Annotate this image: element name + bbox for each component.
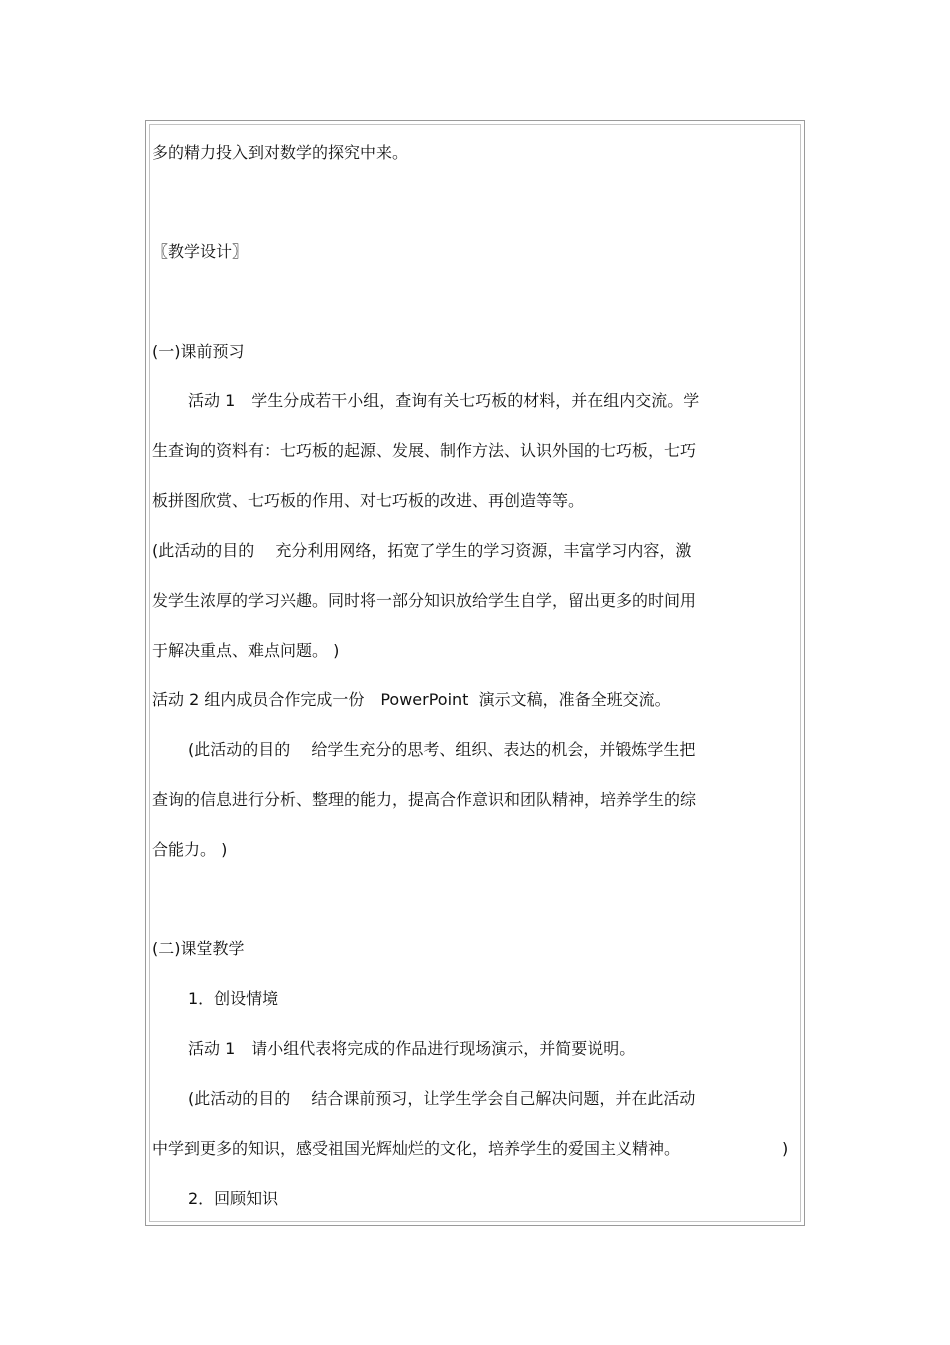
section-heading-classroom: (二)课堂教学	[152, 939, 245, 958]
text-line-12: 查询的信息进行分析、整理的能力，提高合作意识和团队精神，培养学生的综	[152, 790, 697, 809]
text-line-purpose2: (此活动的目的 给学生充分的思考、组织、表达的机会，并锻炼学生把	[188, 740, 696, 759]
text-line-1: 多的精力投入到对数学的探究中来。	[152, 143, 409, 162]
text-line-purpose1: (此活动的目的 充分利用网络，拓宽了学生的学习资源，丰富学习内容，激	[152, 541, 692, 560]
subheading-scenario: 1．创设情境	[188, 989, 279, 1008]
subheading-review: 2．回顾知识	[188, 1189, 279, 1208]
section-heading-design: 〖教学设计〗	[152, 242, 249, 261]
text-line-8: 发学生浓厚的学习兴趣。同时将一部分知识放给学生自学，留出更多的时间用	[152, 591, 697, 610]
text-line-5: 生查询的资料有：七巧板的起源、发展、制作方法、认识外国的七巧板，七巧	[152, 441, 697, 460]
text-line-13: 合能力。 )	[152, 840, 228, 859]
text-line-activity1: 活动 1 学生分成若干小组，查询有关七巧板的材料，并在组内交流。学	[188, 391, 700, 410]
section-heading-preview: (一)课前预习	[152, 342, 245, 361]
text-line-6: 板拼图欣赏、七巧板的作用、对七巧板的改进、再创造等等。	[152, 491, 585, 510]
closing-paren: )	[782, 1139, 789, 1158]
text-line-9: 于解决重点、难点问题。 )	[152, 641, 340, 660]
content-frame	[145, 120, 805, 1226]
text-line-18: 中学到更多的知识，感受祖国光辉灿烂的文化，培养学生的爱国主义精神。	[152, 1139, 681, 1158]
text-line-activity2: 活动 2 组内成员合作完成一份 PowerPoint 演示文稿，准备全班交流。	[152, 690, 671, 709]
text-line-purpose3: (此活动的目的 结合课前预习，让学生学会自己解决问题，并在此活动	[188, 1089, 696, 1108]
text-line-class-activity1: 活动 1 请小组代表将完成的作品进行现场演示，并简要说明。	[188, 1039, 636, 1058]
